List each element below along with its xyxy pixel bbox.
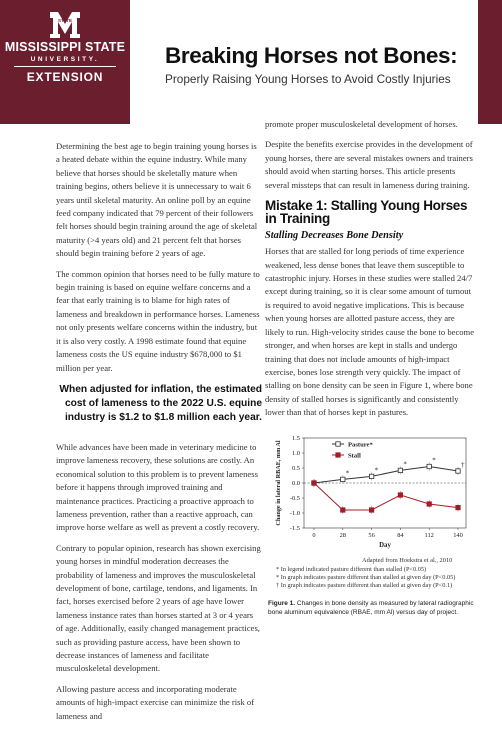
x-tick-label: 0 <box>312 532 316 539</box>
data-point-stall <box>341 508 345 512</box>
y-tick-label: 0.0 <box>292 480 300 488</box>
paragraph: Determining the best age to begin training young horses is a heated debate within the equine industry. While many believe that horses should be skeletally mature when training begins, others believe it is unnecessary to wait 6 years until skeletal maturity. An online poll by an equine feed company indicated that 79 percent of their followers felt horses should begin training around the age of skeletal maturity (>4 years old) and 21 percent felt that horses should begin training before 2 years of age. <box>56 141 258 259</box>
logo-university-word: UNIVERSITY. <box>30 56 100 63</box>
data-point-stall <box>398 493 402 497</box>
data-point-pasture <box>456 469 460 473</box>
x-tick-label: 112 <box>424 532 434 539</box>
x-tick-label: 140 <box>453 532 463 539</box>
subsection-heading: Stalling Decreases Bone Density <box>265 229 404 241</box>
figure-note: † In graph indicates pasture different than stalled at given day (P<0.1) <box>276 582 453 589</box>
significance-marker: * <box>432 456 436 465</box>
y-tick-label: -1.0 <box>289 510 300 518</box>
pull-quote: When adjusted for inflation, the estimated cost of lameness to the 2022 U.S. equine industry is $1.2 to $1.8 million each year. <box>59 383 262 423</box>
y-tick-label: 0.5 <box>292 465 300 473</box>
figure-caption <box>268 600 474 617</box>
data-point-stall <box>427 502 431 506</box>
section-heading: Mistake 1: Stalling Young Horses in Training <box>265 198 468 227</box>
y-tick-label: -1.5 <box>289 525 300 533</box>
y-tick-label: 1.5 <box>292 435 300 443</box>
paragraph: The common opinion that horses need to be fully mature to begin training is based on equine welfare concerns and a fear that early training is to blame for high rates of lameness and breakdown in performance horses. Lameness not only presents welfare concerns within the industry, but it is also very costly. A 1998 estimate found that equine lameness costs the US equine industry $678,000 to $1 million per year. <box>56 268 260 373</box>
x-tick-label: 84 <box>397 532 404 539</box>
msu-extension-logo <box>0 0 130 124</box>
data-point-pasture <box>369 474 373 478</box>
legend-label: Stall <box>348 452 361 460</box>
x-tick-label: 56 <box>368 532 375 539</box>
figure-caption-label: Figure 1. <box>268 600 296 607</box>
y-axis-label: Change in lateral RBAE, mm Al <box>275 440 282 526</box>
logo-extension: EXTENSION <box>26 70 104 84</box>
right-column <box>265 118 475 427</box>
logo-university-name: MISSISSIPPI STATE <box>4 40 126 54</box>
data-point-stall <box>312 481 316 485</box>
figure-note: * In graph indicates pasture different than stalled at given day (P<0.05) <box>276 574 456 581</box>
data-point-pasture <box>427 464 431 468</box>
series-line-stall <box>314 483 458 510</box>
legend-marker <box>336 453 340 457</box>
y-tick-label: 1.0 <box>292 450 300 458</box>
figure-caption-text: Changes in bone density as measured by lateral radiographic bone aluminum equivalence (RBAE, mm Al) versus day of project. <box>268 600 474 616</box>
paragraph: Allowing pasture access and incorporating moderate amounts of high-impact exercise can minimize the risk of lameness and <box>56 683 255 721</box>
series-line-pasture <box>314 467 458 484</box>
data-point-pasture <box>341 477 345 481</box>
figure-source: Adapted from Hoekstra et al., 2010 <box>362 557 453 564</box>
x-tick-label: 28 <box>339 532 346 539</box>
significance-marker: † <box>461 461 465 469</box>
bone-density-chart <box>268 428 474 556</box>
header-accent-strip <box>478 0 502 124</box>
significance-marker: * <box>374 466 379 475</box>
page-subtitle: Properly Raising Young Horses to Avoid Costly Injuries <box>165 72 451 86</box>
emblem-text: STATE <box>57 18 73 23</box>
paragraph: promote proper musculoskeletal development of horses. <box>265 119 458 129</box>
paragraph: Contrary to popular opinion, research has shown exercising young horses in mindful moderation decreases the probability of lameness and improves the musculoskeletal development of bone, cartilage, tendons, and ligaments. In fact, horses exercised before 2 years of age have lower lameness instance rates than horses started at 3 or 4 years of age. Additionally, easily changed management practices, such as providing pasture access, have been shown to decrease instances of lameness and facilitate musculoskeletal development. <box>56 542 261 674</box>
significance-marker: * <box>403 460 407 469</box>
legend-marker <box>336 442 340 446</box>
data-point-stall <box>369 508 373 512</box>
data-point-pasture <box>398 468 402 472</box>
significance-marker: * <box>345 469 350 478</box>
x-axis-label: Day <box>379 542 391 549</box>
data-point-stall <box>456 505 460 509</box>
y-tick-label: -0.5 <box>289 495 300 503</box>
paragraph: Horses that are stalled for long periods of time experience weakened, less dense bones that leave them susceptible to catastrophic injury. Horses in these studies were stalled 24/7 except during training, so it is clear some amount of turnout is required to avoid negative implications. This is because when young horses are allotted pasture access, they are likely to run. High-velocity strides cause the bone to become stronger, and when horses are kept in stalls and undergo training that does not include amounts of high-impact exercise, bones lose strength very quickly. The impact of stalling on bone density can be seen in Figure 1, where bone density of stalled horses is significantly and consistently lower than that of horses kept in pastures. <box>265 246 475 418</box>
page-title: Breaking Horses not Bones: <box>165 43 458 68</box>
msu-emblem-icon <box>48 10 82 40</box>
legend-label: Pasture* <box>348 441 373 449</box>
figure-note: * In legend indicated pasture different than stalled (P<0.05) <box>276 566 427 573</box>
left-column <box>56 140 262 730</box>
logo-divider <box>14 66 116 67</box>
paragraph: Despite the benefits exercise provides in the development of young horses, there are several mistakes owners and trainers should avoid when starting horses. This article presents several missteps that can result in lameness during training. <box>265 139 473 190</box>
paragraph: While advances have been made in veterinary medicine to improve lameness recovery, these solutions are costly. An economical solution to this problem is to prevent lameness before it happens through improved training and maintenance practices. Practicing a proactive approach to lameness prevention, rather than a reactive approach, can improve horse welfare as well as prevent a costly recovery. <box>56 441 260 533</box>
